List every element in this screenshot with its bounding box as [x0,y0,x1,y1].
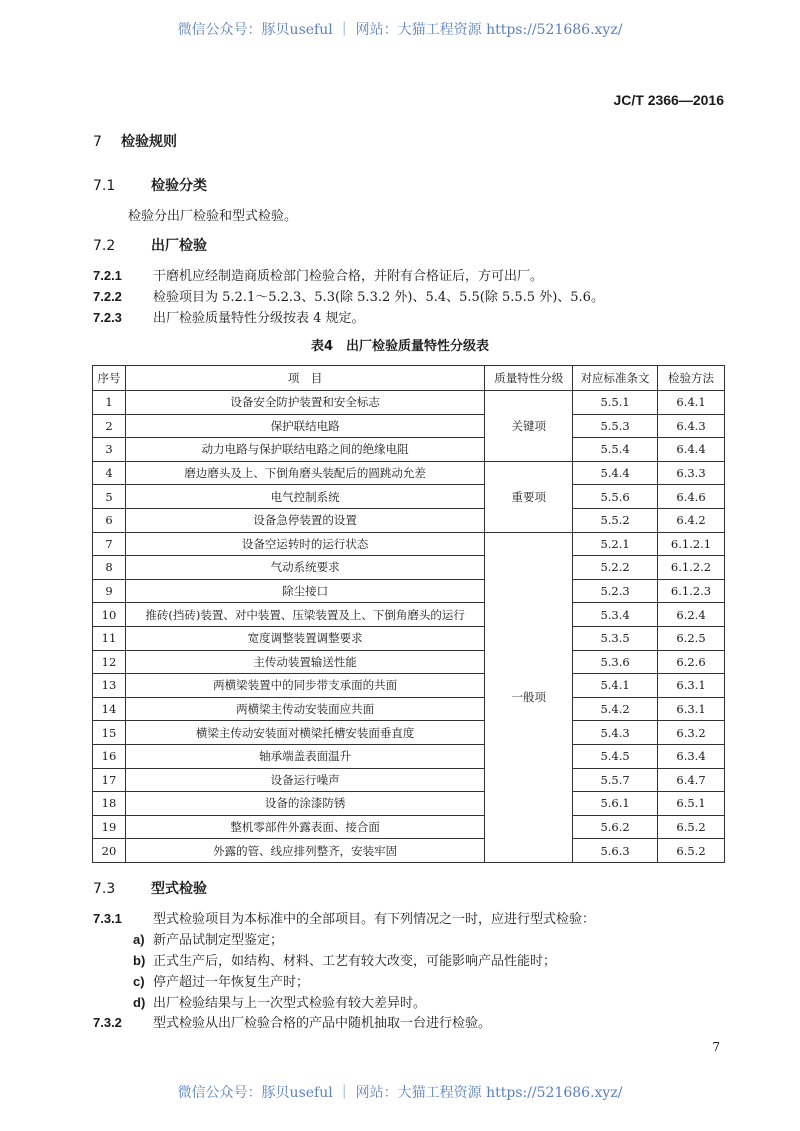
list-item [133,992,426,1011]
list-item [133,950,556,969]
cell-clause: 5.5.7 [573,768,658,792]
clause-7-2-2 [93,286,604,305]
cell-no: 16 [93,744,126,768]
cell-item: 气动系统要求 [125,556,484,580]
cell-clause: 5.5.4 [573,438,658,462]
cell-item: 电气控制系统 [125,485,484,509]
cell-item: 两横梁装置中的同步带支承面的共面 [125,674,484,698]
cell-method: 6.4.4 [658,438,725,462]
list-marker: d) [133,995,146,1010]
table-row [93,815,725,839]
cell-no: 12 [93,650,126,674]
cell-item: 设备空运转时的运行状态 [125,532,484,556]
cell-no: 4 [93,461,126,485]
cell-item: 保护联结电路 [125,414,484,438]
clause-text: 型式检验项目为本标准中的全部项目。有下列情况之一时，应进行型式检验： [153,912,596,927]
section-7-1-heading [93,175,207,195]
cell-method: 6.3.4 [658,744,725,768]
cell-clause: 5.6.3 [573,839,658,863]
list-item [133,971,309,990]
clause-text: 干磨机应经制造商质检部门检验合格，并附有合格证后，方可出厂。 [153,269,544,284]
table-row [93,839,725,863]
list-marker: b) [133,953,146,968]
cell-no: 11 [93,626,126,650]
cell-item: 除尘接口 [125,579,484,603]
clause-number: 7.3.1 [93,911,122,926]
cell-clause: 5.6.2 [573,815,658,839]
cell-grade: 关键项 [485,391,573,462]
cell-no: 13 [93,674,126,698]
cell-item: 磨边磨头及上、下倒角磨头装配后的圆跳动允差 [125,461,484,485]
cell-no: 10 [93,603,126,627]
cell-grade: 重要项 [485,461,573,532]
header-no: 序号 [93,366,126,391]
cell-item: 轴承端盖表面温升 [125,744,484,768]
clause-text: 出厂检验质量特性分级按表 4 规定。 [153,311,365,326]
cell-no: 8 [93,556,126,580]
cell-clause: 5.2.2 [573,556,658,580]
cell-method: 6.4.3 [658,414,725,438]
cell-item: 动力电路与保护联结电路之间的绝缘电阻 [125,438,484,462]
clause-number: 7.2.3 [93,310,122,325]
cell-method: 6.3.2 [658,721,725,745]
section-7-2-heading [93,235,207,255]
list-text: 新产品试制定型鉴定； [153,933,284,948]
cell-clause: 5.2.3 [573,579,658,603]
cell-clause: 5.4.3 [573,721,658,745]
section-7-3-heading [93,878,207,898]
quality-grading-table [92,365,725,863]
cell-no: 7 [93,532,126,556]
header-clause: 对应标准条文 [573,366,658,391]
clause-7-2-3 [93,307,365,326]
list-marker: c) [133,974,145,989]
table-row [93,721,725,745]
cell-clause: 5.3.6 [573,650,658,674]
clause-number: 7.3.2 [93,1015,122,1030]
cell-item: 推砖(挡砖)装置、对中装置、压梁装置及上、下倒角磨头的运行 [125,603,484,627]
cell-method: 6.1.2.1 [658,532,725,556]
cell-clause: 5.4.5 [573,744,658,768]
cell-no: 1 [93,391,126,415]
cell-item: 设备运行噪声 [125,768,484,792]
cell-no: 15 [93,721,126,745]
cell-no: 9 [93,579,126,603]
cell-method: 6.1.2.2 [658,556,725,580]
cell-no: 14 [93,697,126,721]
header-item: 项 目 [125,366,484,391]
cell-item: 横梁主传动安装面对横梁托槽安装面垂直度 [125,721,484,745]
list-text: 正式生产后，如结构、材料、工艺有较大改变，可能影响产品性能时； [153,954,557,969]
clause-number: 7.2.1 [93,268,122,283]
cell-no: 20 [93,839,126,863]
cell-grade: 一般项 [485,532,573,862]
cell-clause: 5.3.4 [573,603,658,627]
cell-no: 5 [93,485,126,509]
section-title: 检验规则 [121,134,177,150]
cell-method: 6.5.2 [658,815,725,839]
table-row [93,697,725,721]
cell-no: 17 [93,768,126,792]
table-row [93,792,725,816]
cell-item: 整机零部件外露表面、接合面 [125,815,484,839]
page-number: 7 [712,1040,720,1054]
table-row [93,485,725,509]
cell-clause: 5.5.2 [573,508,658,532]
cell-item: 设备安全防护装置和安全标志 [125,391,484,415]
clause-number: 7.2.2 [93,289,122,304]
cell-clause: 5.5.3 [573,414,658,438]
section-number: 7.1 [93,178,116,194]
table-row [93,461,725,485]
cell-no: 2 [93,414,126,438]
cell-no: 3 [93,438,126,462]
table-row [93,650,725,674]
table-row [93,768,725,792]
clause-text: 型式检验从出厂检验合格的产品中随机抽取一台进行检验。 [153,1016,492,1031]
clause-7-3-2 [93,1012,491,1031]
cell-no: 6 [93,508,126,532]
section-number: 7.3 [93,881,116,897]
table-row [93,414,725,438]
section-title: 检验分类 [151,178,207,194]
cell-method: 6.3.1 [658,697,725,721]
cell-method: 6.2.6 [658,650,725,674]
clause-text: 检验项目为 5.2.1～5.2.3、5.3(除 5.3.2 外)、5.4、5.5(除 5.5.5 外)、5.6。 [153,290,604,305]
table-row [93,603,725,627]
table-row [93,508,725,532]
cell-method: 6.4.7 [658,768,725,792]
cell-item: 宽度调整装置调整要求 [125,626,484,650]
cell-method: 6.3.3 [658,461,725,485]
cell-method: 6.3.1 [658,674,725,698]
table-row [93,744,725,768]
standard-number: JC/T 2366—2016 [613,92,724,108]
clause-7-3-1 [93,908,595,927]
cell-method: 6.5.2 [658,839,725,863]
cell-method: 6.2.4 [658,603,725,627]
cell-clause: 5.2.1 [573,532,658,556]
table-row [93,579,725,603]
table-row [93,674,725,698]
table-caption: 表4 出厂检验质量特性分级表 [310,339,490,354]
table-row [93,438,725,462]
watermark-top: 微信公众号：豚贝useful ｜ 网站：大猫工程资源 https://521686.xyz/ [177,22,623,38]
section-title: 出厂检验 [151,238,207,254]
cell-item: 主传动装置输送性能 [125,650,484,674]
section-7-1-text: 检验分出厂检验和型式检验。 [128,209,298,224]
list-text: 出厂检验结果与上一次型式检验有较大差异时。 [153,996,427,1011]
cell-clause: 5.4.1 [573,674,658,698]
table-row [93,556,725,580]
cell-method: 6.2.5 [658,626,725,650]
table-row [93,626,725,650]
cell-clause: 5.6.1 [573,792,658,816]
cell-method: 6.4.2 [658,508,725,532]
cell-clause: 5.5.6 [573,485,658,509]
cell-clause: 5.3.5 [573,626,658,650]
header-method: 检验方法 [658,366,725,391]
cell-item: 两横梁主传动安装面应共面 [125,697,484,721]
cell-clause: 5.5.1 [573,391,658,415]
section-title: 型式检验 [151,881,207,897]
cell-method: 6.1.2.3 [658,579,725,603]
section-number: 7.2 [93,238,116,254]
section-number: 7 [93,134,102,150]
cell-item: 外露的管、线应排列整齐，安装牢固 [125,839,484,863]
cell-method: 6.4.6 [658,485,725,509]
table-row [93,391,725,415]
list-marker: a) [133,932,145,947]
cell-no: 19 [93,815,126,839]
cell-item: 设备急停装置的设置 [125,508,484,532]
header-grade: 质量特性分级 [485,366,573,391]
list-item [133,929,283,948]
table-row [93,532,725,556]
cell-method: 6.5.1 [658,792,725,816]
list-text: 停产超过一年恢复生产时； [153,975,310,990]
cell-clause: 5.4.2 [573,697,658,721]
cell-method: 6.4.1 [658,391,725,415]
cell-item: 设备的涂漆防锈 [125,792,484,816]
section-7-heading [93,131,177,151]
cell-clause: 5.4.4 [573,461,658,485]
cell-no: 18 [93,792,126,816]
watermark-bottom: 微信公众号：豚贝useful ｜ 网站：大猫工程资源 https://521686.xyz/ [177,1085,623,1101]
clause-7-2-1 [93,265,543,284]
